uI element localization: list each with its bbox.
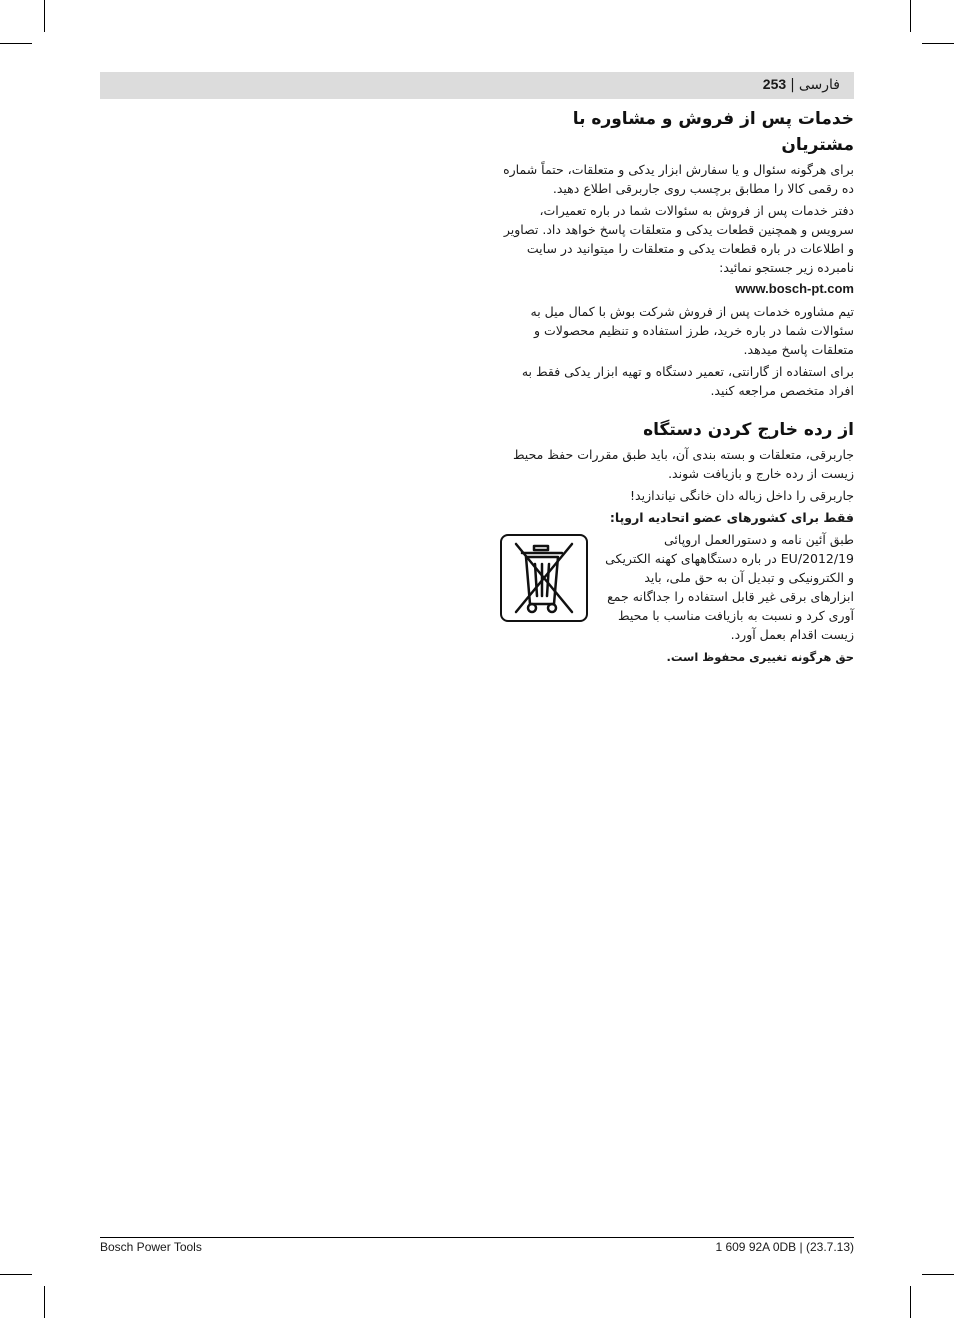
header-separator: | — [790, 77, 795, 93]
crop-mark — [0, 43, 32, 44]
crop-mark — [910, 1286, 911, 1318]
crop-mark — [44, 1286, 45, 1318]
paragraph-recycling: جاربرقی، متعلقات و بسته بندی آن، باید طبق مقررات حفظ محیط زیست از رده خارج و بازیافت شوند. — [512, 447, 854, 481]
website-link[interactable]: www.bosch-pt.com — [735, 281, 854, 296]
wheelie-bin-graphic — [512, 540, 576, 616]
footer-brand: Bosch Power Tools — [100, 1240, 202, 1254]
paragraph-order-info: برای هرگونه سئوال و یا سفارش ابزار یدکی و متعلقات، حتماً شماره ده رقمی کالا را مطابق برچسب روی جاربرقی اطلاع دهید. — [503, 162, 854, 196]
header-text — [763, 76, 840, 93]
crop-mark — [44, 0, 45, 32]
header-language: فارسی — [798, 77, 840, 93]
page-header — [100, 72, 854, 99]
weee-block — [500, 530, 854, 644]
crop-mark — [922, 43, 954, 44]
eu-heading: فقط برای کشورهای عضو اتحادیه اروپا: — [609, 510, 854, 525]
footer-doc-number: 1 609 92A 0DB | (23.7.13) — [715, 1240, 854, 1254]
paragraph-advisory-team: تیم مشاوره خدمات پس از فروش شرکت بوش با کمال میل به سئوالات شما در باره خرید، طرز استفاده و تنظیم محصولات و متعلقات پاسخ میدهد. — [530, 304, 854, 357]
content-column — [500, 106, 854, 666]
paragraph-service-office: دفتر خدمات پس از فروش به سئوالات شما در باره تعمیرات، سرویس و همچنین قطعات یدکی و متعلقات پاسخ خواهد داد. تصاویر و اطلاعات در باره قطعات یدکی و متعلقات را میتوانید در سایت نامبرده زیر جستجو نمائید: — [503, 203, 854, 275]
paragraph-eu-directive: طبق آئین نامه و دستورالعمل اروپائی 2012/19/EU در باره دستگاههای کهنه الکتریکی و الکترونیکی و تبدیل آن به حق ملی، باید ابزارهای برقی غیر قابل استفاده را جداگانه جمع آوری کرد و نسبت به بازیافت مناسب با محیط زیست اقدام بعمل آورد. — [605, 532, 854, 642]
paragraph-no-household-waste: جاربرقی را داخل زباله دان خانگی نیاندازید! — [630, 488, 854, 503]
section-title-disposal: از رده خارج کردن دستگاه — [643, 420, 854, 440]
page-number: 253 — [762, 76, 787, 92]
section-title-service: خدمات پس از فروش و مشاوره با مشتریان — [572, 109, 854, 155]
change-notice: حق هرگونه تغییری محفوظ است. — [666, 650, 854, 664]
crossed-out-wheelie-bin-icon — [500, 534, 588, 622]
footer-divider — [100, 1237, 854, 1238]
paragraph-warranty: برای استفاده از گارانتی، تعمیر دستگاه و تهیه ابزار یدکی فقط به افراد متخصص مراجعه کنید. — [521, 364, 854, 398]
crop-mark — [0, 1274, 32, 1275]
spacer — [500, 403, 854, 417]
crop-mark — [910, 0, 911, 32]
crop-mark — [922, 1274, 954, 1275]
